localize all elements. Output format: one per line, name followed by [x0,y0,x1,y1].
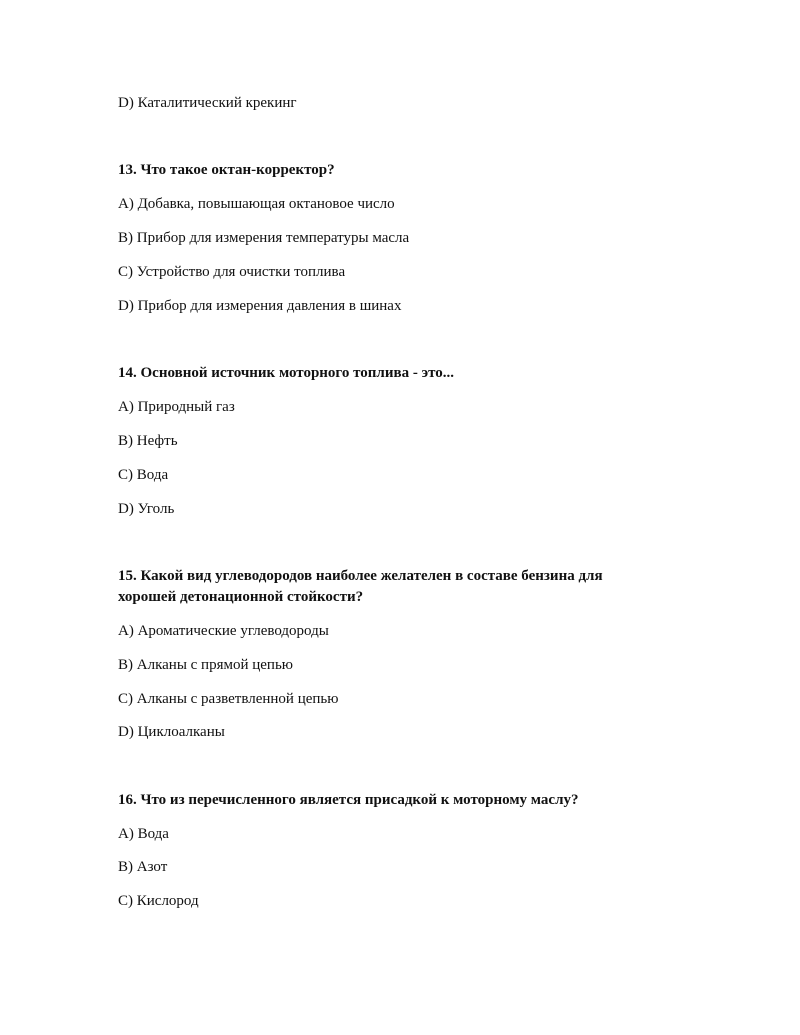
question-16-option-a: A) Вода [118,826,169,842]
question-14-option-c: C) Вода [118,467,169,483]
question-15-text: 15. Какой вид углеводородов наиболее желателен в составе бензина для хорошей детонационной стойкости? [118,568,603,605]
carryover-option-d: D) Каталитический крекинг [118,95,297,111]
question-15-option-c: C) Алканы с разветвленной цепью [118,691,339,707]
question-13-option-b: B) Прибор для измерения температуры масла [118,230,410,246]
question-14-text: 14. Основной источник моторного топлива - это... [118,365,454,381]
question-14-option-a: A) Природный газ [118,399,235,415]
question-15-option-b: B) Алканы с прямой цепью [118,657,294,673]
question-15-option-d: D) Циклоалканы [118,724,225,740]
question-16-option-c: C) Кислород [118,893,199,909]
question-13-option-c: C) Устройство для очистки топлива [118,264,346,280]
question-14-option-b: B) Нефть [118,433,178,449]
question-13-option-d: D) Прибор для измерения давления в шинах [118,298,402,314]
question-16-text: 16. Что из перечисленного является присадкой к моторному маслу? [118,792,579,808]
question-13-option-a: A) Добавка, повышающая октановое число [118,196,395,212]
question-16-option-b: B) Азот [118,859,168,875]
question-14-option-d: D) Уголь [118,501,175,517]
question-13-text: 13. Что такое октан-корректор? [118,162,335,178]
question-15-option-a: A) Ароматические углеводороды [118,623,329,639]
